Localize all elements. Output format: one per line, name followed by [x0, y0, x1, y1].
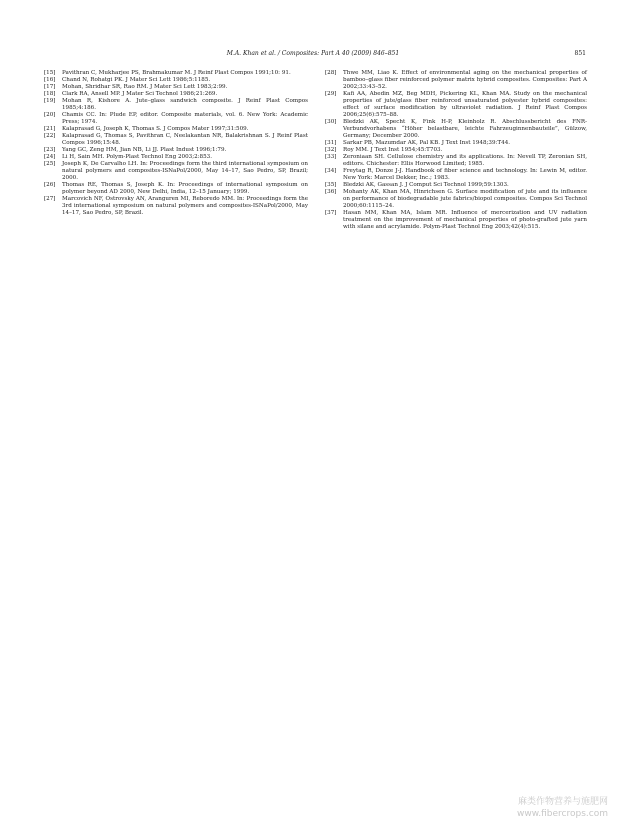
reference-text: Mohan, Shridhar SR, Rao RM. J Mater Sci Lett 1983;2:99.: [62, 84, 228, 90]
reference-item: [44, 91, 308, 98]
reference-text: Joseph K, De Carvalho LH. In: Proceedings form the third international symposium on natural polymers and composites-ISNaPol/2000, May 14–17, Sao Pedro, SP, Brazil; 2000.: [62, 161, 308, 181]
reference-number: [26]: [44, 182, 56, 188]
watermark: [517, 796, 608, 820]
reference-item: [325, 91, 587, 119]
reference-item: [44, 133, 308, 147]
reference-number: [30]: [325, 119, 337, 125]
reference-text: Kalaprasad G, Thomas S, Pavithran C, Neelakantan NR, Balakrishnan S. J Reinf Plast Compos 1996;15:48.: [62, 133, 308, 146]
reference-item: [44, 70, 308, 77]
reference-text: Sarkar PB, Mazumdar AK, Pal KB. J Text Inst 1948;39:T44.: [343, 140, 511, 146]
reference-number: [19]: [44, 98, 56, 104]
reference-number: [15]: [44, 70, 56, 76]
reference-number: [23]: [44, 147, 56, 153]
reference-number: [35]: [325, 182, 337, 188]
reference-item: [44, 84, 308, 91]
reference-number: [33]: [325, 154, 337, 160]
reference-text: Yang GC, Zeng HM, Jian NB, Li JJ. Plast Indust 1996;1:79.: [62, 147, 227, 153]
reference-number: [22]: [44, 133, 56, 139]
reference-text: Thwe MM, Liao K. Effect of environmental aging on the mechanical properties of bamboo–glass fiber reinforced polymer matrix hybrid composites. Composites: Part A 2002;33:43–52.: [343, 70, 587, 90]
reference-number: [20]: [44, 112, 56, 118]
reference-number: [31]: [325, 140, 337, 146]
reference-item: [44, 182, 308, 196]
reference-item: [325, 70, 587, 91]
reference-number: [36]: [325, 189, 337, 195]
reference-number: [27]: [44, 196, 56, 202]
reference-number: [18]: [44, 91, 56, 97]
reference-text: Thomas RE, Thomas S, Joseph K. In: Proceedings of international symposium on polymer beyond AD 2000, New Delhi, India, 12–15 January; 1999.: [62, 182, 308, 195]
reference-text: Zeroniaan SH. Cellulose chemistry and its applications. In: Nevell TP, Zeronian SH, editors. Chichester: Ellis Horwood Limited; 1985.: [343, 154, 587, 167]
reference-number: [32]: [325, 147, 337, 153]
reference-number: [29]: [325, 91, 337, 97]
reference-number: [28]: [325, 70, 337, 76]
reference-number: [16]: [44, 77, 56, 83]
reference-item: [44, 196, 308, 217]
reference-number: [24]: [44, 154, 56, 160]
reference-text: Mohanty AK, Khan MA, Hinrichsen G. Surface modification of jute and its influence on performance of biodegradable jute fabrics/biopol composites. Compos Sci Technol 2000;60:1115–24.: [343, 189, 587, 209]
watermark-line-2: www.fibercrops.com: [517, 809, 608, 819]
running-header: [40, 48, 586, 60]
reference-item: [44, 161, 308, 182]
reference-item: [325, 147, 587, 154]
references-right-column: [325, 70, 587, 231]
reference-item: [325, 140, 587, 147]
reference-item: [325, 168, 587, 182]
reference-item: [325, 119, 587, 140]
reference-text: Freytag R, Donze J-J. Handbook of fiber science and technology. In: Lewin M, editor. New York: Marcel Dekker, Inc.; 1983.: [343, 168, 587, 181]
reference-text: Pavithran C, Mukharjee PS, Brahmakumar M. J Reinf Plast Compos 1991;10: 91.: [62, 70, 291, 76]
reference-text: Kafi AA, Abedin MZ, Beg MDH, Pickering KL, Khan MA. Study on the mechanical properties of jute/glass fiber reinforced unsaturated polyester hybrid composites: effect of surface modification by ultraviolet radiation. J Reinf Plast Compos 2006;25(6):575–88.: [343, 91, 587, 118]
reference-item: [44, 154, 308, 161]
watermark-line-1: 麻类作物营养与施肥网: [517, 797, 608, 807]
reference-number: [25]: [44, 161, 56, 167]
reference-number: [17]: [44, 84, 56, 90]
reference-item: [325, 154, 587, 168]
reference-item: [325, 210, 587, 231]
references-left-column: [44, 70, 308, 217]
reference-number: [37]: [325, 210, 337, 216]
reference-text: Chand N, Rohatgi PK. J Mater Sci Lett 1986;5:1185.: [62, 77, 211, 83]
reference-item: [325, 189, 587, 210]
reference-item: [44, 112, 308, 126]
reference-text: Mohan R, Kishore A. Jute–glass sandwich composite. J Reinf Plast Compos 1985;4:186.: [62, 98, 308, 111]
reference-item: [44, 126, 308, 133]
reference-item: [325, 182, 587, 189]
running-title: M.A. Khan et al. / Composites: Part A 40 (2009) 846–851: [226, 50, 400, 57]
reference-item: [44, 98, 308, 112]
reference-text: Clark RA, Ansell MP. J Mater Sci Technol 1986;21:269.: [62, 91, 218, 97]
reference-number: [21]: [44, 126, 56, 132]
reference-text: Marcovich NF, Ostrovsky AN, Aranguren MI, Reboredo MM. In: Proceedings form the 3rd international symposium on natural polymers and composites-ISNaPol/2000, May 14–17, Sao Pedro, SP, Brazil.: [62, 196, 308, 216]
reference-text: Hasan MM, Khan MA, Islam MR. Influence of mercerization and UV radiation treatment on the improvement of mechanical properties of photo-grafted jute yarn with silane and acrylamide. Polym-Plast Technol Eng 2003;42(4):515.: [343, 210, 587, 230]
reference-text: Bledzki AK, Gassan J. J Comput Sci Technol 1999;59:1303.: [343, 182, 509, 188]
reference-text: Li H, Sain MH. Polym-Plast Technol Eng 2003;2:853.: [62, 154, 212, 160]
reference-text: Roy MM. J Text Inst 1954;45:T703.: [343, 147, 443, 153]
reference-item: [44, 77, 308, 84]
reference-item: [44, 147, 308, 154]
reference-text: Chamis CC. In: Plude EP, editor. Composite materials, vol. 6. New York: Academic Press; 1974.: [62, 112, 308, 125]
page-number: 851: [574, 50, 586, 57]
reference-text: Bledzki AK, Specht K, Fink H-P, Kleinholz R. Abschlussbericht des FNR-Verbundvorhabens “Höher belastbare, leichte Fahrzeuginnenbauteile”, Gülzow, Germany; December 2000.: [343, 119, 587, 139]
reference-text: Kalaprasad G, Joseph K, Thomas S. J Compos Mater 1997;31:509.: [62, 126, 249, 132]
reference-number: [34]: [325, 168, 337, 174]
